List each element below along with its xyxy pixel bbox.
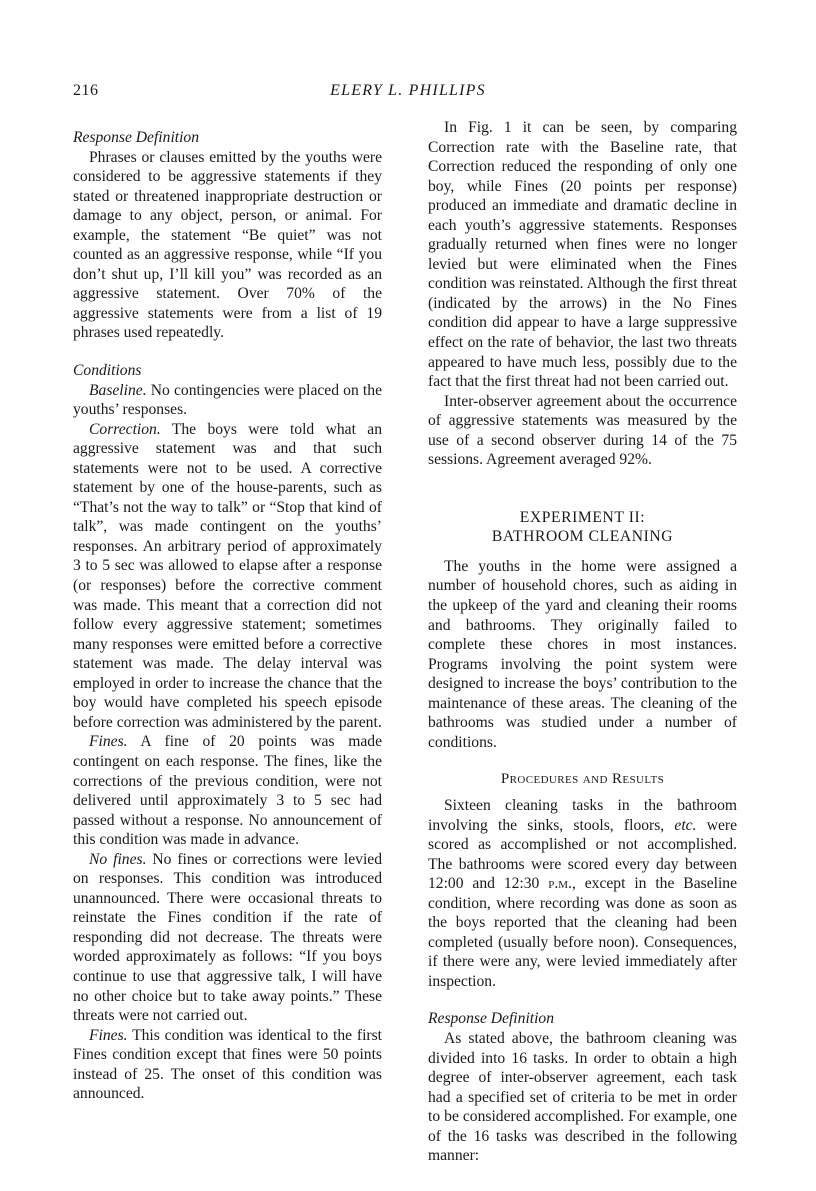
results-paragraph: In Fig. 1 it can be seen, by comparing Correction rate with the Baseline rate, that Correction reduced the responding of only one boy, while Fines (20 points per response) produced an immediate and dramatic decline in each youth’s aggressive statements. Responses gradually returned when fines were no longer levied but were eliminated when the Fines condition was reinstated. Although the first threat (indicated by the arrows) in the No Fines condition did appear to have a large suppressive effect on the rate of behavior, the last two threats appeared to have much less, possibly due to the fact that the first threat had not been carried out. [428, 119, 737, 391]
tasks-etc: etc. [674, 816, 697, 834]
chores-paragraph: The youths in the home were assigned a number of household chores, such as aiding in the upkeep of the yard and cleaning their rooms and bathrooms. They originally failed to complete these chores in most instances. Programs involving the point system were designed to increase the boys’ contribution to the maintenance of these areas. The cleaning of the bathrooms was studied under a number of conditions. [428, 557, 737, 751]
fines-paragraph [73, 732, 382, 849]
tasks-pm: p.m. [548, 875, 572, 893]
fines-text: A fine of 20 points was made contingent on each response. The fines, like the corrections of the previous condition, were not delivered until approximately 3 to 5 sec had passed without a response. No announcement of this condition was made in advance. [73, 733, 382, 849]
correction-label: Correction. [89, 420, 161, 438]
response-definition-paragraph: Phrases or clauses emitted by the youths were considered to be aggressive statements if they stated or threatened inappropriate destruction or damage to any object, person, or animal. For example, the statement “Be quiet” was not counted as an aggressive response, while “If you don’t shut up, I’ll kill you” was recorded as an aggressive statement. Over 70% of the aggressive statements were from a list of 19 phrases used repeatedly. [73, 148, 382, 342]
tasks-text-a: Sixteen cleaning tasks in the bathroom involving the sinks, stools, floors, [428, 796, 737, 834]
no-fines-paragraph [73, 850, 382, 1026]
experiment-title-line1: EXPERIMENT II: [519, 508, 646, 526]
response-definition-heading: Response Definition [73, 129, 200, 146]
no-fines-label: No fines. [89, 850, 147, 868]
no-fines-text: No fines or corrections were levied on responses. This condition was introduced unannounced. There were occasional threats to reinstate the Fines condition if the rate of responding did not decrease. The threats were worded approximately as follows: “If you boys continue to use that aggressive talk, I will have no other choice but to take away points.” These threats were not carried out. [73, 850, 382, 1025]
correction-text: The boys were told what an aggressive statement was and that such statements were not to be used. A corrective statement by one of the house-parents, such as “That’s not the way to talk” or “Stop that kind of talk”, was made contingent on the youths’ responses. An arbitrary period of approximately 3 to 5 sec was allowed to elapse after a response (or responses) before the corrective comment was made. This meant that a correction did not follow every aggressive statement; sometimes many responses were emitted before a corrective statement was made. The delay interval was employed in order to increase the chance that the boy would have completed his speech episode before correction was administered by the parent. [73, 420, 382, 731]
baseline-label: Baseline. [89, 381, 147, 399]
criteria-paragraph: As stated above, the bathroom cleaning was divided into 16 tasks. In order to obtain a high degree of inter-observer agreement, each task had a specified set of criteria to be met in order to be considered accomplished. For example, one of the 16 tasks was described in the following manner: [428, 1029, 737, 1165]
tasks-paragraph [428, 796, 737, 991]
running-head: ELERY L. PHILLIPS [330, 82, 486, 99]
left-column [73, 118, 382, 1104]
experiment-title-line2: BATHROOM CLEANING [491, 528, 674, 546]
response-definition-heading-2: Response Definition [428, 1010, 555, 1028]
agreement-paragraph: Inter-observer agreement about the occurrence of aggressive statements was measured by the use of a second observer during 14 of the 75 sessions. Agreement averaged 92%. [428, 392, 737, 469]
correction-paragraph [73, 420, 382, 733]
right-column [428, 118, 737, 1166]
tasks-text-b: were scored as accomplished or not accomplished. The bathrooms were scored every day between 12:00 and 12:30 [428, 816, 737, 893]
page-number: 216 [73, 82, 99, 99]
baseline-paragraph [73, 381, 382, 420]
baseline-text: No contingencies were placed on the youths’ responses. [73, 381, 382, 419]
tasks-text-c: , except in the Baseline condition, where recording was done as soon as the boys reported that the cleaning had been completed (usually before noon). Consequences, if there were any, were levied immediately after inspection. [428, 875, 737, 990]
fines-second-label: Fines. [89, 1026, 128, 1044]
procedures-heading: Procedures and Results [500, 771, 665, 788]
conditions-heading: Conditions [73, 362, 142, 380]
fines-second-text: This condition was identical to the first Fines condition except that fines were 50 points instead of 25. The onset of this condition was announced. [73, 1026, 382, 1103]
fines-second-paragraph [73, 1026, 382, 1104]
fines-label: Fines. [89, 733, 128, 751]
